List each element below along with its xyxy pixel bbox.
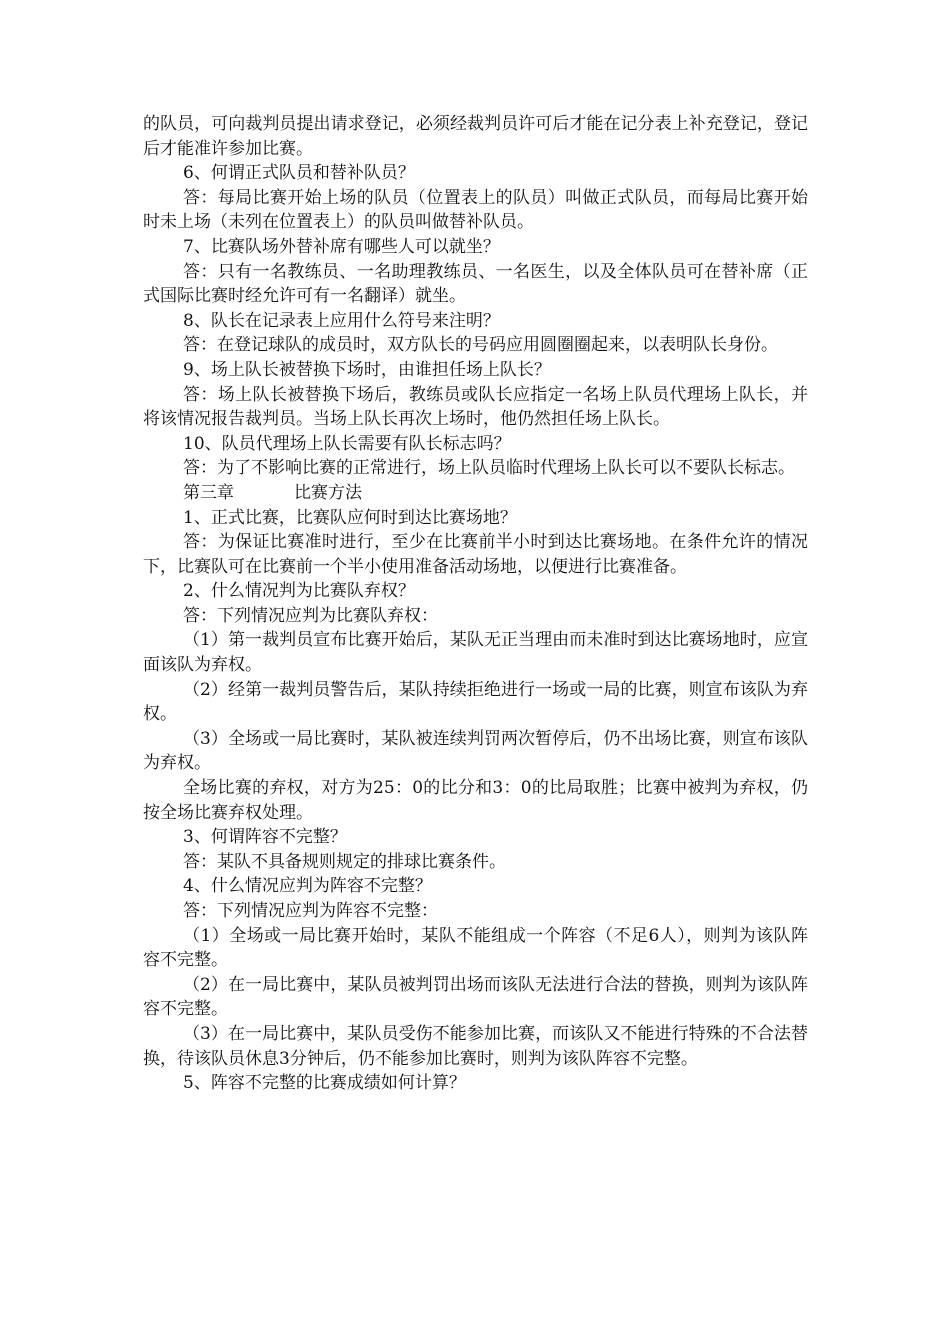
ch3-answer-3: 答：某队不具备规则规定的排球比赛条件。 [183, 851, 506, 872]
question-7: 7、比赛队场外替补席有哪些人可以就坐？ [183, 236, 500, 257]
answer-7: 答：只有一名教练员、一名助理教练员、一名医生，以及全体队员可在替补席（正式国际比赛时经允许可有一名翻译）就坐。 [143, 261, 808, 307]
chapter-title: 比赛方法 [294, 482, 362, 503]
chapter-heading [143, 481, 808, 506]
ch3-question-5: 5、阵容不完整的比赛成绩如何计算？ [183, 1073, 466, 1094]
question-10: 10、队员代理场上队长需要有队长标志吗？ [183, 433, 511, 454]
ch3-answer-2-item-3: （3）全场或一局比赛时，某队被连续判罚两次暂停后，仍不出场比赛，则宣布该队为弃权。 [143, 728, 808, 774]
chapter-number: 第三章 [183, 482, 234, 503]
ch3-answer-4: 答：下列情况应判为阵容不完整： [183, 901, 438, 921]
question-8: 8、队长在记录表上应用什么符号来注明？ [183, 310, 500, 331]
ch3-question-4: 4、什么情况应判为阵容不完整？ [183, 876, 432, 897]
answer-6: 答：每局比赛开始上场的队员（位置表上的队员）叫做正式队员，而每局比赛开始时未上场（未列在位置表上）的队员叫做替补队员。 [143, 187, 808, 233]
answer-8: 答：在登记球队的成员时，双方队长的号码应用圆圈圈起来，以表明队长身份。 [183, 335, 778, 356]
question-9: 9、场上队长被替换下场时，由谁担任场上队长？ [183, 359, 551, 380]
document-page [143, 112, 808, 1096]
ch3-answer-4-item-1: （1）全场或一局比赛开始时，某队不能组成一个阵容（不足6人），则判为该队阵容不完整。 [143, 925, 808, 971]
answer-9: 答：场上队长被替换下场后，教练员或队长应指定一名场上队员代理场上队长，并将该情况报告裁判员。当场上队长再次上场时，他仍然担任场上队长。 [143, 384, 808, 430]
ch3-answer-4-item-2: （2）在一局比赛中，某队员被判罚出场而该队无法进行合法的替换，则判为该队阵容不完整。 [143, 974, 808, 1020]
question-6: 6、何谓正式队员和替补队员？ [183, 163, 415, 184]
paragraph-continuation: 的队员，可向裁判员提出请求登记，必须经裁判员许可后才能在记分表上补充登记，登记后才能准许参加比赛。 [143, 114, 808, 159]
ch3-answer-2: 答：下列情况应判为比赛队弃权： [183, 605, 438, 626]
ch3-answer-2-item-1: （1）第一裁判员宣布比赛开始后，某队无正当理由而未准时到达比赛场地时，应宣面该队为弃权。 [143, 630, 808, 676]
ch3-answer-2-item-2: （2）经第一裁判员警告后，某队持续拒绝进行一场或一局的比赛，则宣布该队为弃权。 [143, 679, 808, 725]
answer-10: 答：为了不影响比赛的正常进行，场上队员临时代理场上队长可以不要队长标志。 [183, 458, 795, 479]
ch3-answer-1: 答：为保证比赛准时进行，至少在比赛前半小时到达比赛场地。在条件允许的情况下，比赛队可在比赛前一个半小使用准备活动场地，以便进行比赛准备。 [143, 532, 808, 577]
ch3-answer-4-item-3: （3）在一局比赛中，某队员受伤不能参加比赛，而该队又不能进行特殊的不合法替换，待该队员休息3分钟后，仍不能参加比赛时，则判为该队阵容不完整。 [143, 1023, 808, 1069]
ch3-question-1: 1、正式比赛，比赛队应何时到达比赛场地？ [183, 507, 517, 528]
ch3-question-2: 2、什么情况判为比赛队弃权？ [183, 581, 415, 602]
ch3-question-3: 3、何谓阵容不完整？ [183, 827, 347, 848]
ch3-answer-2-note: 全场比赛的弃权，对方为25：0的比分和3：0的比局取胜；比赛中被判为弃权，仍按全场比赛弃权处理。 [143, 778, 808, 823]
